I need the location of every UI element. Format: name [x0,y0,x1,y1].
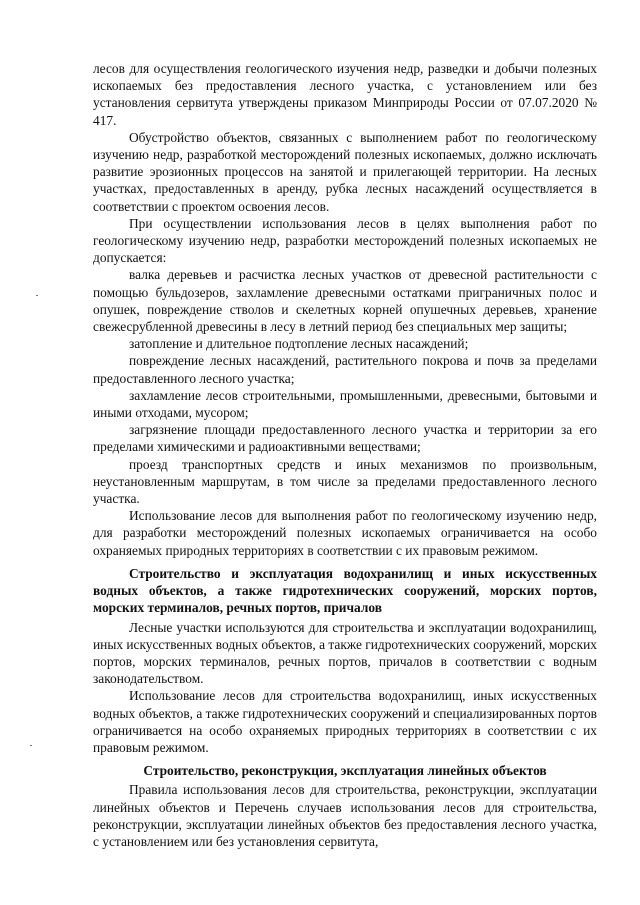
list-item: проезд транспортных средств и иных механизмов по произвольным, неустановленным маршрутам, в том числе за пределами предоставленного лесного участка. [93,456,597,507]
scan-speck [36,295,38,296]
list-item: затопление и длительное подтопление лесных насаждений; [129,336,469,352]
paragraph: При осуществлении использования лесов в целях выполнения работ по геологическому изучению недр, разработки месторождений полезных ископаемых не допускается: [93,215,597,266]
paragraph: Лесные участки используются для строительства и эксплуатации водохранилищ, иных искусственных водных объектов, а также гидротехнических сооружений, морских портов, морских терминалов, речных портов, причалов в соответствии с водным законодательством. [93,619,597,687]
list-item: захламление лесов строительными, промышленными, древесными, бытовыми и иными отходами, мусором; [93,387,597,421]
section-heading: Строительство и эксплуатация водохранилищ и иных искусственных водных объектов, а также гидротехнических сооружений, морских портов, морских терминалов, речных портов, причалов [93,565,597,616]
scan-speck [30,745,32,746]
paragraph: Обустройство объектов, связанных с выполнением работ по геологическому изучению недр, разработкой месторождений полезных ископаемых, должно исключать развитие эрозионных процессов на занятой и прилегающей территории. На лесных участках, предоставленных в аренду, рубка лесных насаждений осуществляется в соответствии с проектом освоения лесов. [93,129,597,214]
paragraph: Правила использования лесов для строительства, реконструкции, эксплуатации линейных объектов и Перечень случаев использования лесов для строительства, реконструкции, эксплуатации линейных объектов без предоставления лесного участка, с установлением или без установления сервитута, [93,782,597,849]
paragraph: Использование лесов для выполнения работ по геологическому изучению недр, для разработки месторождений полезных ископаемых ограничивается на особо охраняемых природных территориях в соответствии с их правовым режимом. [93,508,597,558]
list-item: загрязнение площади предоставленного лесного участка и территории за его пределами химическими и радиоактивными веществами; [93,422,597,455]
list-item: валка деревьев и расчистка лесных участков от древесной растительности с помощью бульдозеров, захламление древесными остатками приграничных полос и опушек, повреждение стволов и скелетных корней опушечных деревьев, хранение свежесрубленной древесины в лесу в летний период без специальных мер защиты; [93,267,597,335]
section-heading: Строительство, реконструкция, эксплуатация линейных объектов [143,763,547,779]
list-item: повреждение лесных насаждений, растительного покрова и почв за пределами предоставленного лесного участка; [93,353,597,386]
document-page [93,60,597,850]
paragraph: Использование лесов для строительства водохранилищ, иных искусственных водных объектов, а также гидротехнических сооружений и специализированных портов ограничивается на особо охраняемых природных территориях в соответствии с их правовым режимом. [93,688,597,755]
paragraph: лесов для осуществления геологического изучения недр, разведки и добычи полезных ископаемых без предоставления лесного участка, с установлением или без установления сервитута утверждены приказом Минприроды России от 07.07.2020 № 417. [93,61,597,128]
